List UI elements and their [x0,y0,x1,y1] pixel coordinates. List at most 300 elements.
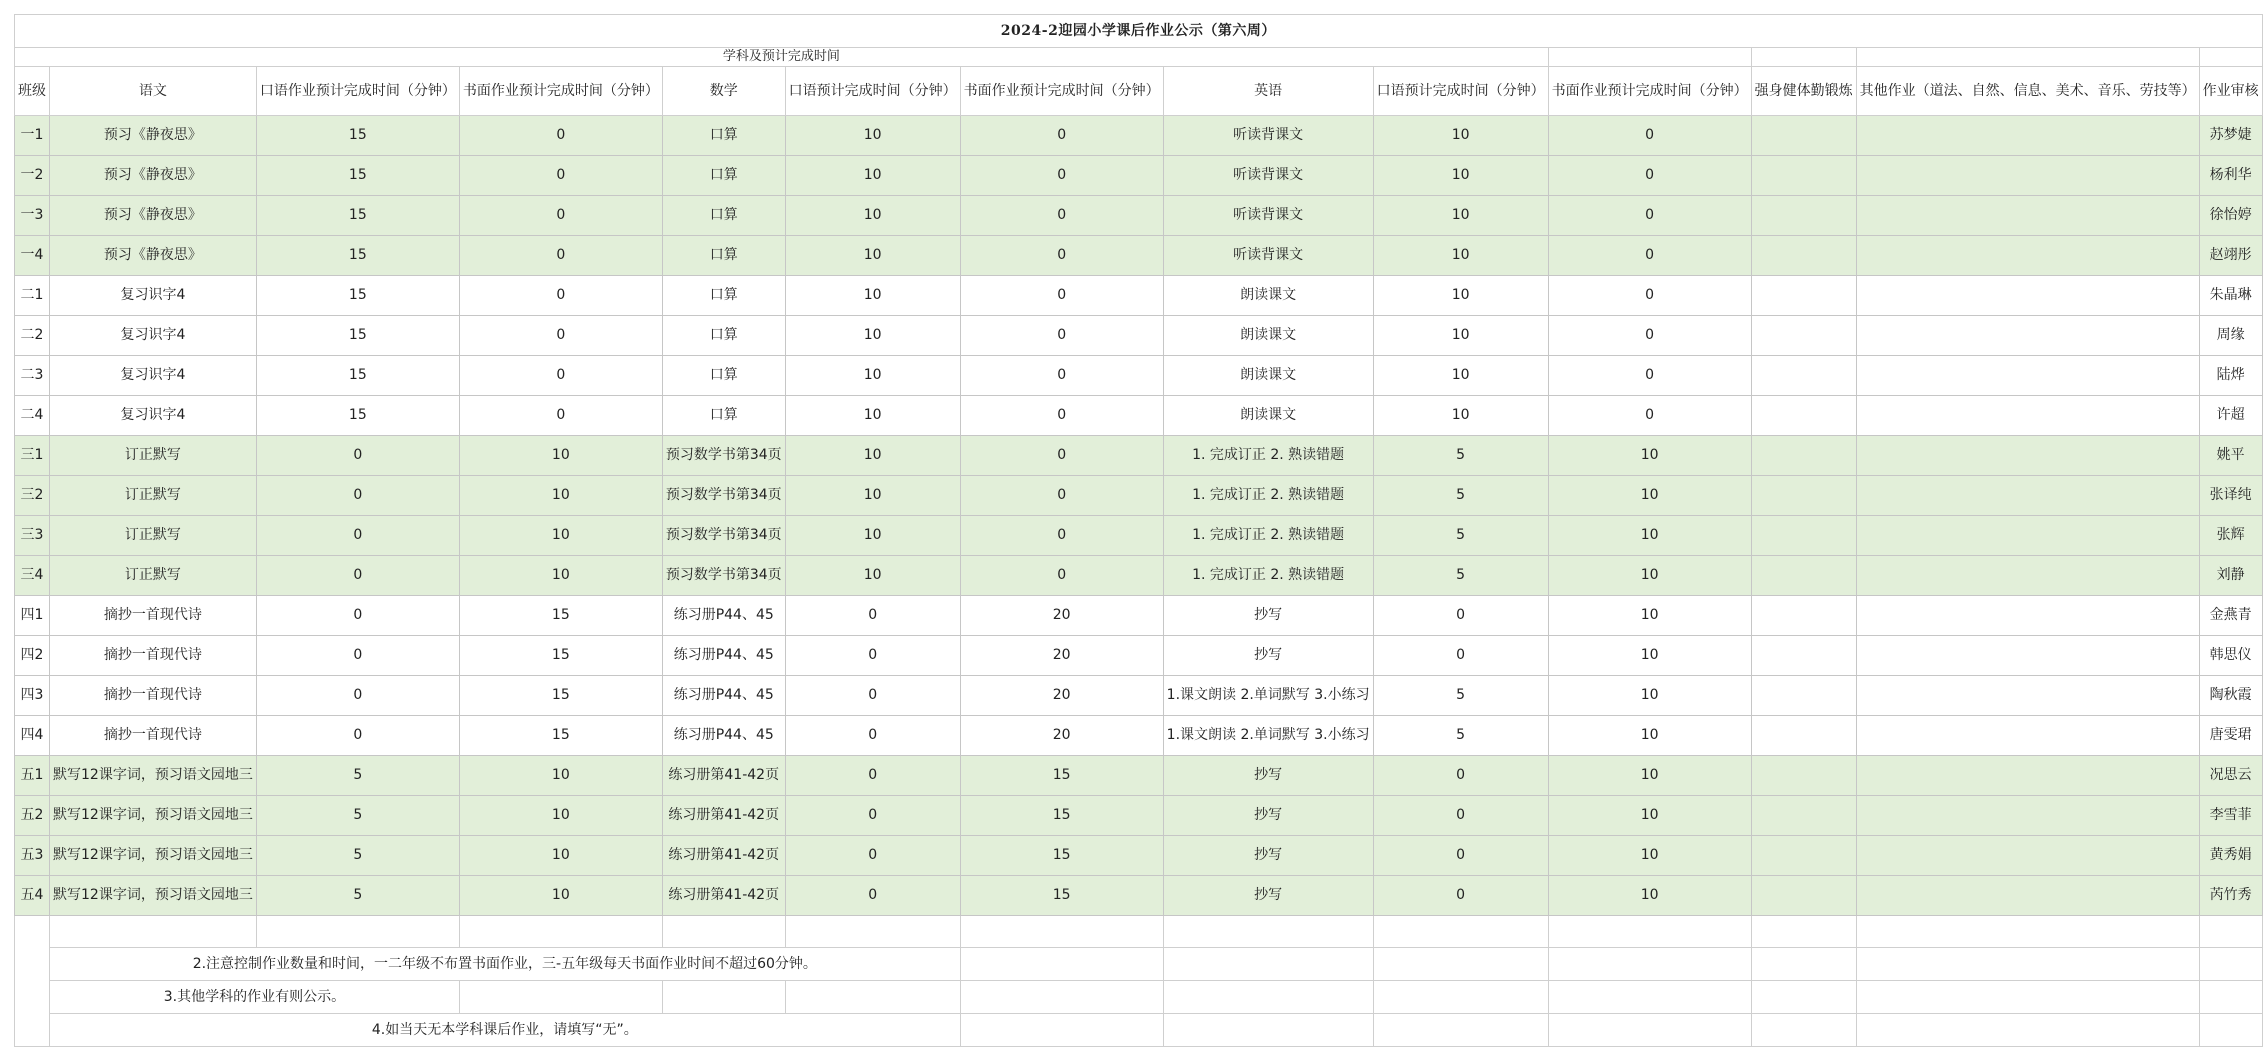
cn-oral-cell: 0 [256,636,459,676]
math-written-cell: 0 [960,396,1163,436]
reviewer-cell: 陶秋霞 [2199,676,2262,716]
math-oral-cell: 10 [785,476,960,516]
math-cell: 练习册第41-42页 [662,836,785,876]
english-cell: 抄写 [1163,796,1373,836]
class-cell: 二2 [15,316,50,356]
table-row [15,476,2263,516]
english-cell: 抄写 [1163,636,1373,676]
en-written-cell: 10 [1548,756,1751,796]
english-cell: 1. 完成订正 2. 熟读错题 [1163,556,1373,596]
math-cell: 练习册第41-42页 [662,796,785,836]
header-exercise: 强身健体勤锻炼 [1751,67,1856,116]
exercise-cell [1751,836,1856,876]
math-written-cell: 0 [960,276,1163,316]
blank-cell [1548,916,1751,948]
math-cell: 口算 [662,236,785,276]
header-english: 英语 [1163,67,1373,116]
reviewer-cell: 徐怡婷 [2199,196,2262,236]
class-cell: 三3 [15,516,50,556]
en-written-cell: 10 [1548,836,1751,876]
math-oral-cell: 10 [785,276,960,316]
en-written-cell: 10 [1548,796,1751,836]
exercise-cell [1751,516,1856,556]
reviewer-cell: 唐雯珺 [2199,716,2262,756]
table-row [15,356,2263,396]
exercise-cell [1751,796,1856,836]
table-row [15,876,2263,916]
blank-cell [1163,916,1373,948]
math-written-cell: 15 [960,836,1163,876]
exercise-cell [1751,556,1856,596]
math-oral-cell: 10 [785,236,960,276]
table-row [15,636,2263,676]
english-cell: 朗读课文 [1163,316,1373,356]
table-row [15,516,2263,556]
math-oral-cell: 10 [785,356,960,396]
en-oral-cell: 10 [1373,196,1548,236]
empty-row [15,916,2263,948]
math-written-cell: 0 [960,356,1163,396]
table-row [15,716,2263,756]
exercise-cell [1751,316,1856,356]
other-cell [1856,796,2199,836]
cn-written-cell: 15 [459,636,662,676]
blank-cell [785,981,960,1014]
chinese-cell: 预习《静夜思》 [50,116,257,156]
math-written-cell: 15 [960,876,1163,916]
blank-cell [2199,916,2262,948]
header-cn-oral: 口语作业预计完成时间（分钟） [256,67,459,116]
en-written-cell: 10 [1548,476,1751,516]
note-row [15,948,2263,981]
math-cell: 练习册P44、45 [662,676,785,716]
note-row [15,981,2263,1014]
class-cell: 一1 [15,116,50,156]
class-cell: 四2 [15,636,50,676]
reviewer-cell: 苏梦婕 [2199,116,2262,156]
math-oral-cell: 10 [785,556,960,596]
other-cell [1856,316,2199,356]
cn-oral-cell: 15 [256,156,459,196]
header-en-written: 书面作业预计完成时间（分钟） [1548,67,1751,116]
table-row [15,596,2263,636]
table-row [15,236,2263,276]
homework-sheet [14,14,2263,1047]
cn-written-cell: 0 [459,316,662,356]
other-cell [1856,516,2199,556]
english-cell: 抄写 [1163,836,1373,876]
math-cell: 预习数学书第34页 [662,476,785,516]
note-row [15,1014,2263,1047]
cn-oral-cell: 0 [256,556,459,596]
blank-cell [1856,48,2199,67]
class-cell: 三4 [15,556,50,596]
other-cell [1856,116,2199,156]
en-oral-cell: 0 [1373,756,1548,796]
table-row [15,556,2263,596]
math-cell: 练习册P44、45 [662,716,785,756]
math-written-cell: 0 [960,436,1163,476]
reviewer-cell: 况思云 [2199,756,2262,796]
chinese-cell: 默写12课字词，预习语文园地三 [50,796,257,836]
en-oral-cell: 10 [1373,156,1548,196]
class-cell: 四4 [15,716,50,756]
en-written-cell: 10 [1548,516,1751,556]
en-written-cell: 10 [1548,636,1751,676]
cn-oral-cell: 5 [256,876,459,916]
table-row [15,116,2263,156]
blank-cell [1751,1014,1856,1047]
cn-written-cell: 15 [459,676,662,716]
other-cell [1856,356,2199,396]
reviewer-cell: 张辉 [2199,516,2262,556]
en-oral-cell: 5 [1373,556,1548,596]
other-cell [1856,396,2199,436]
math-oral-cell: 10 [785,436,960,476]
chinese-cell: 复习识字4 [50,276,257,316]
blank-cell [2199,981,2262,1014]
en-oral-cell: 10 [1373,276,1548,316]
header-en-oral: 口语预计完成时间（分钟） [1373,67,1548,116]
en-oral-cell: 10 [1373,236,1548,276]
blank-cell [1751,948,1856,981]
chinese-cell: 摘抄一首现代诗 [50,676,257,716]
cn-oral-cell: 5 [256,756,459,796]
class-cell: 五3 [15,836,50,876]
chinese-cell: 预习《静夜思》 [50,156,257,196]
en-written-cell: 0 [1548,316,1751,356]
blank-cell [1751,981,1856,1014]
reviewer-cell: 周缘 [2199,316,2262,356]
english-cell: 听读背课文 [1163,236,1373,276]
cn-written-cell: 0 [459,396,662,436]
en-oral-cell: 5 [1373,476,1548,516]
math-written-cell: 0 [960,156,1163,196]
english-cell: 1.课文朗读 2.单词默写 3.小练习 [1163,716,1373,756]
math-written-cell: 0 [960,236,1163,276]
blank-cell [662,916,785,948]
cn-oral-cell: 0 [256,716,459,756]
cn-written-cell: 10 [459,516,662,556]
en-written-cell: 10 [1548,676,1751,716]
class-cell: 二3 [15,356,50,396]
table-row [15,676,2263,716]
cn-written-cell: 10 [459,876,662,916]
english-cell: 1.课文朗读 2.单词默写 3.小练习 [1163,676,1373,716]
table-row [15,316,2263,356]
english-cell: 朗读课文 [1163,396,1373,436]
blank-cell [459,981,662,1014]
math-oral-cell: 10 [785,156,960,196]
math-written-cell: 20 [960,676,1163,716]
cn-written-cell: 0 [459,156,662,196]
chinese-cell: 预习《静夜思》 [50,196,257,236]
math-oral-cell: 0 [785,596,960,636]
en-written-cell: 0 [1548,356,1751,396]
cn-oral-cell: 15 [256,116,459,156]
blank-cell [1751,916,1856,948]
table-row [15,436,2263,476]
en-oral-cell: 0 [1373,636,1548,676]
class-cell: 二1 [15,276,50,316]
en-oral-cell: 5 [1373,716,1548,756]
blank-cell [1163,1014,1373,1047]
math-oral-cell: 0 [785,756,960,796]
table-row [15,156,2263,196]
exercise-cell [1751,356,1856,396]
class-cell: 五4 [15,876,50,916]
reviewer-cell: 黄秀娟 [2199,836,2262,876]
note-text: 3.其他学科的作业有则公示。 [50,981,460,1014]
class-cell: 一3 [15,196,50,236]
math-written-cell: 15 [960,756,1163,796]
math-oral-cell: 0 [785,796,960,836]
blank-cell [2199,948,2262,981]
blank-cell [1856,1014,2199,1047]
other-cell [1856,876,2199,916]
class-cell: 四3 [15,676,50,716]
cn-oral-cell: 15 [256,236,459,276]
blank-cell [662,981,785,1014]
math-written-cell: 20 [960,636,1163,676]
other-cell [1856,556,2199,596]
exercise-cell [1751,596,1856,636]
en-written-cell: 0 [1548,396,1751,436]
math-written-cell: 0 [960,116,1163,156]
en-written-cell: 0 [1548,116,1751,156]
cn-written-cell: 0 [459,196,662,236]
en-written-cell: 10 [1548,436,1751,476]
chinese-cell: 订正默写 [50,436,257,476]
class-cell: 三2 [15,476,50,516]
math-cell: 练习册第41-42页 [662,876,785,916]
blank-cell [1856,981,2199,1014]
math-written-cell: 0 [960,196,1163,236]
cn-written-cell: 15 [459,716,662,756]
cn-oral-cell: 15 [256,196,459,236]
header-class: 班级 [15,67,50,116]
reviewer-cell: 赵翊彤 [2199,236,2262,276]
exercise-cell [1751,676,1856,716]
class-cell: 五2 [15,796,50,836]
math-cell: 口算 [662,276,785,316]
math-written-cell: 15 [960,796,1163,836]
other-cell [1856,676,2199,716]
blank-cell [1548,1014,1751,1047]
en-oral-cell: 5 [1373,516,1548,556]
header-other: 其他作业（道法、自然、信息、美术、音乐、劳技等） [1856,67,2199,116]
class-cell: 三1 [15,436,50,476]
math-cell: 预习数学书第34页 [662,556,785,596]
en-written-cell: 0 [1548,156,1751,196]
chinese-cell: 订正默写 [50,516,257,556]
subject-subtitle: 学科及预计完成时间 [15,48,1549,67]
other-cell [1856,636,2199,676]
blank-cell [1548,948,1751,981]
other-cell [1856,836,2199,876]
reviewer-cell: 李雪菲 [2199,796,2262,836]
chinese-cell: 摘抄一首现代诗 [50,716,257,756]
blank-cell [459,916,662,948]
english-cell: 抄写 [1163,596,1373,636]
chinese-cell: 复习识字4 [50,396,257,436]
math-cell: 口算 [662,356,785,396]
en-oral-cell: 10 [1373,316,1548,356]
reviewer-cell: 张译纯 [2199,476,2262,516]
cn-oral-cell: 15 [256,316,459,356]
header-cn-written: 书面作业预计完成时间（分钟） [459,67,662,116]
exercise-cell [1751,156,1856,196]
other-cell [1856,436,2199,476]
cn-oral-cell: 0 [256,436,459,476]
en-oral-cell: 5 [1373,436,1548,476]
cn-oral-cell: 15 [256,356,459,396]
reviewer-cell: 韩思仪 [2199,636,2262,676]
blank-cell [1163,948,1373,981]
other-cell [1856,596,2199,636]
en-oral-cell: 0 [1373,596,1548,636]
class-cell: 一4 [15,236,50,276]
chinese-cell: 摘抄一首现代诗 [50,596,257,636]
reviewer-cell: 许超 [2199,396,2262,436]
en-oral-cell: 10 [1373,116,1548,156]
chinese-cell: 订正默写 [50,556,257,596]
math-oral-cell: 10 [785,316,960,356]
math-written-cell: 0 [960,476,1163,516]
cn-written-cell: 0 [459,116,662,156]
cn-written-cell: 10 [459,476,662,516]
cn-written-cell: 10 [459,436,662,476]
exercise-cell [1751,756,1856,796]
cn-oral-cell: 0 [256,596,459,636]
exercise-cell [1751,716,1856,756]
english-cell: 朗读课文 [1163,356,1373,396]
english-cell: 抄写 [1163,876,1373,916]
table-row [15,396,2263,436]
chinese-cell: 复习识字4 [50,356,257,396]
math-oral-cell: 0 [785,876,960,916]
blank-cell [15,916,50,1047]
english-cell: 1. 完成订正 2. 熟读错题 [1163,516,1373,556]
blank-cell [1373,981,1548,1014]
blank-cell [2199,48,2262,67]
table-row [15,836,2263,876]
english-cell: 听读背课文 [1163,116,1373,156]
cn-written-cell: 0 [459,236,662,276]
cn-oral-cell: 15 [256,396,459,436]
math-cell: 预习数学书第34页 [662,436,785,476]
blank-cell [1548,48,1751,67]
en-written-cell: 0 [1548,276,1751,316]
math-cell: 练习册P44、45 [662,636,785,676]
chinese-cell: 默写12课字词，预习语文园地三 [50,836,257,876]
cn-written-cell: 10 [459,836,662,876]
header-review: 作业审核 [2199,67,2262,116]
en-written-cell: 0 [1548,196,1751,236]
english-cell: 1. 完成订正 2. 熟读错题 [1163,436,1373,476]
exercise-cell [1751,276,1856,316]
math-oral-cell: 10 [785,516,960,556]
math-cell: 练习册P44、45 [662,596,785,636]
english-cell: 1. 完成订正 2. 熟读错题 [1163,476,1373,516]
exercise-cell [1751,236,1856,276]
other-cell [1856,716,2199,756]
en-written-cell: 10 [1548,556,1751,596]
exercise-cell [1751,636,1856,676]
chinese-cell: 复习识字4 [50,316,257,356]
math-written-cell: 20 [960,716,1163,756]
cn-oral-cell: 0 [256,676,459,716]
cn-written-cell: 10 [459,796,662,836]
cn-written-cell: 0 [459,276,662,316]
note-text: 2.注意控制作业数量和时间，一二年级不布置书面作业，三-五年级每天书面作业时间不超过60分钟。 [50,948,961,981]
reviewer-cell: 杨利华 [2199,156,2262,196]
blank-cell [960,981,1163,1014]
class-cell: 四1 [15,596,50,636]
cn-oral-cell: 0 [256,516,459,556]
blank-cell [1373,948,1548,981]
cn-written-cell: 10 [459,756,662,796]
math-cell: 练习册第41-42页 [662,756,785,796]
table-row [15,196,2263,236]
math-oral-cell: 0 [785,636,960,676]
english-cell: 抄写 [1163,756,1373,796]
english-cell: 听读背课文 [1163,156,1373,196]
homework-table [14,14,2263,1047]
blank-cell [2199,1014,2262,1047]
reviewer-cell: 陆烨 [2199,356,2262,396]
blank-cell [50,916,257,948]
blank-cell [960,948,1163,981]
header-chinese: 语文 [50,67,257,116]
math-oral-cell: 0 [785,676,960,716]
blank-cell [256,916,459,948]
blank-cell [960,1014,1163,1047]
chinese-cell: 默写12课字词，预习语文园地三 [50,756,257,796]
en-written-cell: 10 [1548,876,1751,916]
math-cell: 口算 [662,316,785,356]
exercise-cell [1751,196,1856,236]
other-cell [1856,476,2199,516]
table-row [15,796,2263,836]
blank-cell [1751,48,1856,67]
math-oral-cell: 0 [785,716,960,756]
sheet-title: 2024-2迎园小学课后作业公示（第六周） [15,15,2263,48]
exercise-cell [1751,476,1856,516]
blank-cell [785,916,960,948]
class-cell: 一2 [15,156,50,196]
exercise-cell [1751,116,1856,156]
math-cell: 口算 [662,196,785,236]
math-written-cell: 20 [960,596,1163,636]
en-oral-cell: 0 [1373,876,1548,916]
header-math-oral: 口语预计完成时间（分钟） [785,67,960,116]
en-oral-cell: 0 [1373,836,1548,876]
math-cell: 预习数学书第34页 [662,516,785,556]
chinese-cell: 预习《静夜思》 [50,236,257,276]
chinese-cell: 默写12课字词，预习语文园地三 [50,876,257,916]
other-cell [1856,156,2199,196]
reviewer-cell: 芮竹秀 [2199,876,2262,916]
cn-oral-cell: 5 [256,836,459,876]
math-oral-cell: 10 [785,116,960,156]
class-cell: 二4 [15,396,50,436]
blank-cell [1856,916,2199,948]
table-row [15,756,2263,796]
english-cell: 朗读课文 [1163,276,1373,316]
reviewer-cell: 刘静 [2199,556,2262,596]
math-cell: 口算 [662,396,785,436]
